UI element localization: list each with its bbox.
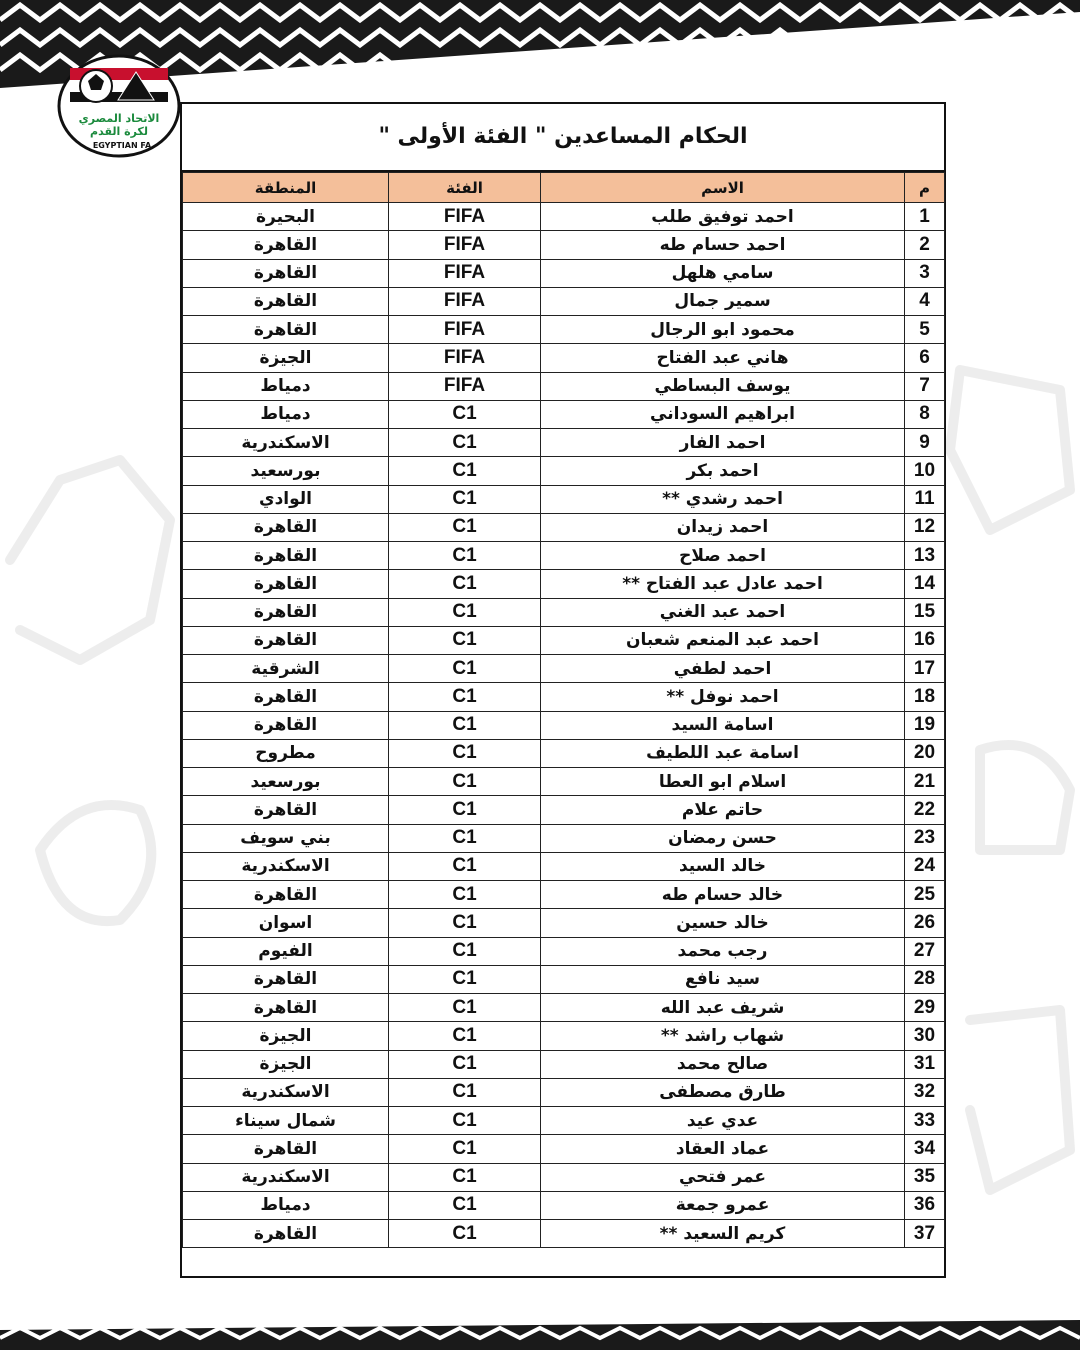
referee-category: C1 [389, 570, 541, 598]
referee-region: بني سويف [183, 824, 389, 852]
referee-category: C1 [389, 824, 541, 852]
table-row [183, 683, 945, 711]
egyptian-fa-logo [56, 54, 182, 158]
referee-name: اسلام ابو العطا [541, 768, 905, 796]
referee-name: احمد رشدي ** [541, 485, 905, 513]
referee-category: C1 [389, 1107, 541, 1135]
referee-region: الشرقية [183, 655, 389, 683]
row-number: 25 [905, 881, 945, 909]
table-row [183, 1050, 945, 1078]
referee-category: FIFA [389, 372, 541, 400]
table-row [183, 965, 945, 993]
referee-name: صالح محمد [541, 1050, 905, 1078]
referee-region: الاسكندرية [183, 1163, 389, 1191]
referee-category: C1 [389, 429, 541, 457]
table-row [183, 203, 945, 231]
row-number: 30 [905, 1022, 945, 1050]
row-number: 10 [905, 457, 945, 485]
row-number: 2 [905, 231, 945, 259]
table-row [183, 852, 945, 880]
referee-name: شريف عبد الله [541, 994, 905, 1022]
referee-region: القاهرة [183, 881, 389, 909]
table-row [183, 287, 945, 315]
referee-name: عماد العقاد [541, 1135, 905, 1163]
row-number: 15 [905, 598, 945, 626]
logo-english-text: EGYPTIAN FA [92, 141, 152, 150]
referee-category: C1 [389, 400, 541, 428]
referee-category: FIFA [389, 203, 541, 231]
referee-name: احمد عبد المنعم شعبان [541, 626, 905, 654]
row-number: 32 [905, 1078, 945, 1106]
row-number: 14 [905, 570, 945, 598]
row-number: 23 [905, 824, 945, 852]
referee-name: خالد السيد [541, 852, 905, 880]
header-category: الفئة [389, 173, 541, 203]
table-row [183, 768, 945, 796]
table-row [183, 1078, 945, 1106]
referee-region: اسوان [183, 909, 389, 937]
referee-region: القاهرة [183, 513, 389, 541]
row-number: 28 [905, 965, 945, 993]
header-name: الاسم [541, 173, 905, 203]
referee-region: القاهرة [183, 994, 389, 1022]
row-number: 22 [905, 796, 945, 824]
referee-region: القاهرة [183, 287, 389, 315]
referee-region: القاهرة [183, 570, 389, 598]
table-row [183, 824, 945, 852]
table-row [183, 655, 945, 683]
bottom-zigzag-band [0, 1300, 1080, 1350]
referee-category: C1 [389, 457, 541, 485]
referee-category: C1 [389, 881, 541, 909]
referee-category: C1 [389, 909, 541, 937]
table-row [183, 259, 945, 287]
referee-category: C1 [389, 542, 541, 570]
row-number: 4 [905, 287, 945, 315]
referee-region: الجيزة [183, 1050, 389, 1078]
referee-category: C1 [389, 1022, 541, 1050]
referee-region: البحيرة [183, 203, 389, 231]
table-row [183, 881, 945, 909]
row-number: 20 [905, 739, 945, 767]
table-row [183, 485, 945, 513]
referee-category: C1 [389, 1163, 541, 1191]
referee-name: احمد نوفل ** [541, 683, 905, 711]
referee-region: الاسكندرية [183, 1078, 389, 1106]
referee-name: هاني عبد الفتاح [541, 344, 905, 372]
row-number: 11 [905, 485, 945, 513]
row-number: 21 [905, 768, 945, 796]
referee-category: FIFA [389, 259, 541, 287]
table-row [183, 626, 945, 654]
referee-name: اسامة عبد اللطيف [541, 739, 905, 767]
row-number: 13 [905, 542, 945, 570]
referee-region: دمياط [183, 372, 389, 400]
referee-region: القاهرة [183, 598, 389, 626]
referee-category: FIFA [389, 344, 541, 372]
row-number: 26 [905, 909, 945, 937]
referee-category: C1 [389, 513, 541, 541]
referee-name: احمد عبد الغني [541, 598, 905, 626]
referee-category: C1 [389, 994, 541, 1022]
row-number: 24 [905, 852, 945, 880]
referee-category: C1 [389, 739, 541, 767]
referee-name: يوسف البساطي [541, 372, 905, 400]
row-number: 5 [905, 316, 945, 344]
table-row [183, 429, 945, 457]
referee-region: شمال سيناء [183, 1107, 389, 1135]
logo-arabic-line2: لكرة القدم [90, 125, 148, 138]
referee-name: سامي هلهل [541, 259, 905, 287]
referee-category: C1 [389, 598, 541, 626]
table-row [183, 937, 945, 965]
row-number: 37 [905, 1220, 945, 1248]
referee-category: C1 [389, 1135, 541, 1163]
table-row [183, 739, 945, 767]
table-row [183, 372, 945, 400]
row-number: 33 [905, 1107, 945, 1135]
referee-category: FIFA [389, 231, 541, 259]
referee-name: طارق مصطفى [541, 1078, 905, 1106]
referee-region: بورسعيد [183, 457, 389, 485]
referee-category: C1 [389, 1191, 541, 1219]
referee-region: القاهرة [183, 1135, 389, 1163]
referee-name: عمر فتحي [541, 1163, 905, 1191]
table-row [183, 457, 945, 485]
referee-name: احمد صلاح [541, 542, 905, 570]
referee-region: الاسكندرية [183, 852, 389, 880]
table-row [183, 1135, 945, 1163]
referee-category: C1 [389, 852, 541, 880]
table-row [183, 1220, 945, 1248]
referee-name: محمود ابو الرجال [541, 316, 905, 344]
referee-list-sheet [180, 102, 946, 1278]
row-number: 34 [905, 1135, 945, 1163]
referee-region: الوادي [183, 485, 389, 513]
referee-name: حسن رمضان [541, 824, 905, 852]
table-row [183, 513, 945, 541]
table-row [183, 1107, 945, 1135]
table-row [183, 796, 945, 824]
referee-name: سمير جمال [541, 287, 905, 315]
page-title: الحكام المساعدين " الفئة الأولى " [182, 104, 944, 172]
referee-name: كريم السعيد ** [541, 1220, 905, 1248]
referee-category: C1 [389, 655, 541, 683]
referee-name: احمد زيدان [541, 513, 905, 541]
referee-region: القاهرة [183, 683, 389, 711]
row-number: 17 [905, 655, 945, 683]
table-body [183, 203, 945, 1248]
table-row [183, 400, 945, 428]
row-number: 3 [905, 259, 945, 287]
referee-region: القاهرة [183, 231, 389, 259]
referee-region: القاهرة [183, 965, 389, 993]
referee-name: خالد حسام طه [541, 881, 905, 909]
table-row [183, 1191, 945, 1219]
referee-category: FIFA [389, 287, 541, 315]
referee-name: حاتم علام [541, 796, 905, 824]
table-row [183, 994, 945, 1022]
referee-table [182, 172, 945, 1248]
row-number: 7 [905, 372, 945, 400]
table-row [183, 1022, 945, 1050]
row-number: 19 [905, 711, 945, 739]
row-number: 9 [905, 429, 945, 457]
table-row [183, 570, 945, 598]
referee-region: دمياط [183, 400, 389, 428]
referee-region: القاهرة [183, 542, 389, 570]
referee-category: FIFA [389, 316, 541, 344]
header-region: المنطقة [183, 173, 389, 203]
row-number: 31 [905, 1050, 945, 1078]
row-number: 27 [905, 937, 945, 965]
referee-name: احمد حسام طه [541, 231, 905, 259]
referee-region: الاسكندرية [183, 429, 389, 457]
table-row [183, 231, 945, 259]
row-number: 36 [905, 1191, 945, 1219]
referee-region: القاهرة [183, 316, 389, 344]
referee-region: القاهرة [183, 626, 389, 654]
referee-name: احمد بكر [541, 457, 905, 485]
referee-region: الجيزة [183, 344, 389, 372]
referee-name: عمرو جمعة [541, 1191, 905, 1219]
table-header-row [183, 173, 945, 203]
referee-region: القاهرة [183, 259, 389, 287]
referee-region: الفيوم [183, 937, 389, 965]
row-number: 6 [905, 344, 945, 372]
referee-category: C1 [389, 796, 541, 824]
row-number: 18 [905, 683, 945, 711]
row-number: 12 [905, 513, 945, 541]
referee-region: دمياط [183, 1191, 389, 1219]
table-row [183, 711, 945, 739]
table-row [183, 909, 945, 937]
referee-category: C1 [389, 965, 541, 993]
referee-name: شهاب راشد ** [541, 1022, 905, 1050]
referee-region: الجيزة [183, 1022, 389, 1050]
row-number: 1 [905, 203, 945, 231]
referee-category: C1 [389, 683, 541, 711]
referee-name: اسامة السيد [541, 711, 905, 739]
referee-name: سيد نافع [541, 965, 905, 993]
row-number: 8 [905, 400, 945, 428]
table-row [183, 344, 945, 372]
row-number: 16 [905, 626, 945, 654]
referee-name: عدي عيد [541, 1107, 905, 1135]
referee-region: بورسعيد [183, 768, 389, 796]
referee-region: مطروح [183, 739, 389, 767]
referee-name: احمد توفيق طلب [541, 203, 905, 231]
table-row [183, 598, 945, 626]
referee-category: C1 [389, 1050, 541, 1078]
table-row [183, 316, 945, 344]
referee-region: القاهرة [183, 1220, 389, 1248]
referee-category: C1 [389, 626, 541, 654]
row-number: 35 [905, 1163, 945, 1191]
header-num: م [905, 173, 945, 203]
referee-name: احمد عادل عبد الفتاح ** [541, 570, 905, 598]
referee-category: C1 [389, 1078, 541, 1106]
referee-category: C1 [389, 711, 541, 739]
referee-region: القاهرة [183, 711, 389, 739]
referee-category: C1 [389, 485, 541, 513]
referee-name: ابراهيم السوداني [541, 400, 905, 428]
row-number: 29 [905, 994, 945, 1022]
referee-category: C1 [389, 1220, 541, 1248]
referee-name: خالد حسين [541, 909, 905, 937]
logo-arabic-line1: الاتحاد المصري [78, 112, 160, 125]
referee-category: C1 [389, 937, 541, 965]
table-row [183, 1163, 945, 1191]
table-row [183, 542, 945, 570]
referee-region: القاهرة [183, 796, 389, 824]
referee-name: احمد الفار [541, 429, 905, 457]
referee-name: رجب محمد [541, 937, 905, 965]
referee-category: C1 [389, 768, 541, 796]
referee-name: احمد لطفي [541, 655, 905, 683]
